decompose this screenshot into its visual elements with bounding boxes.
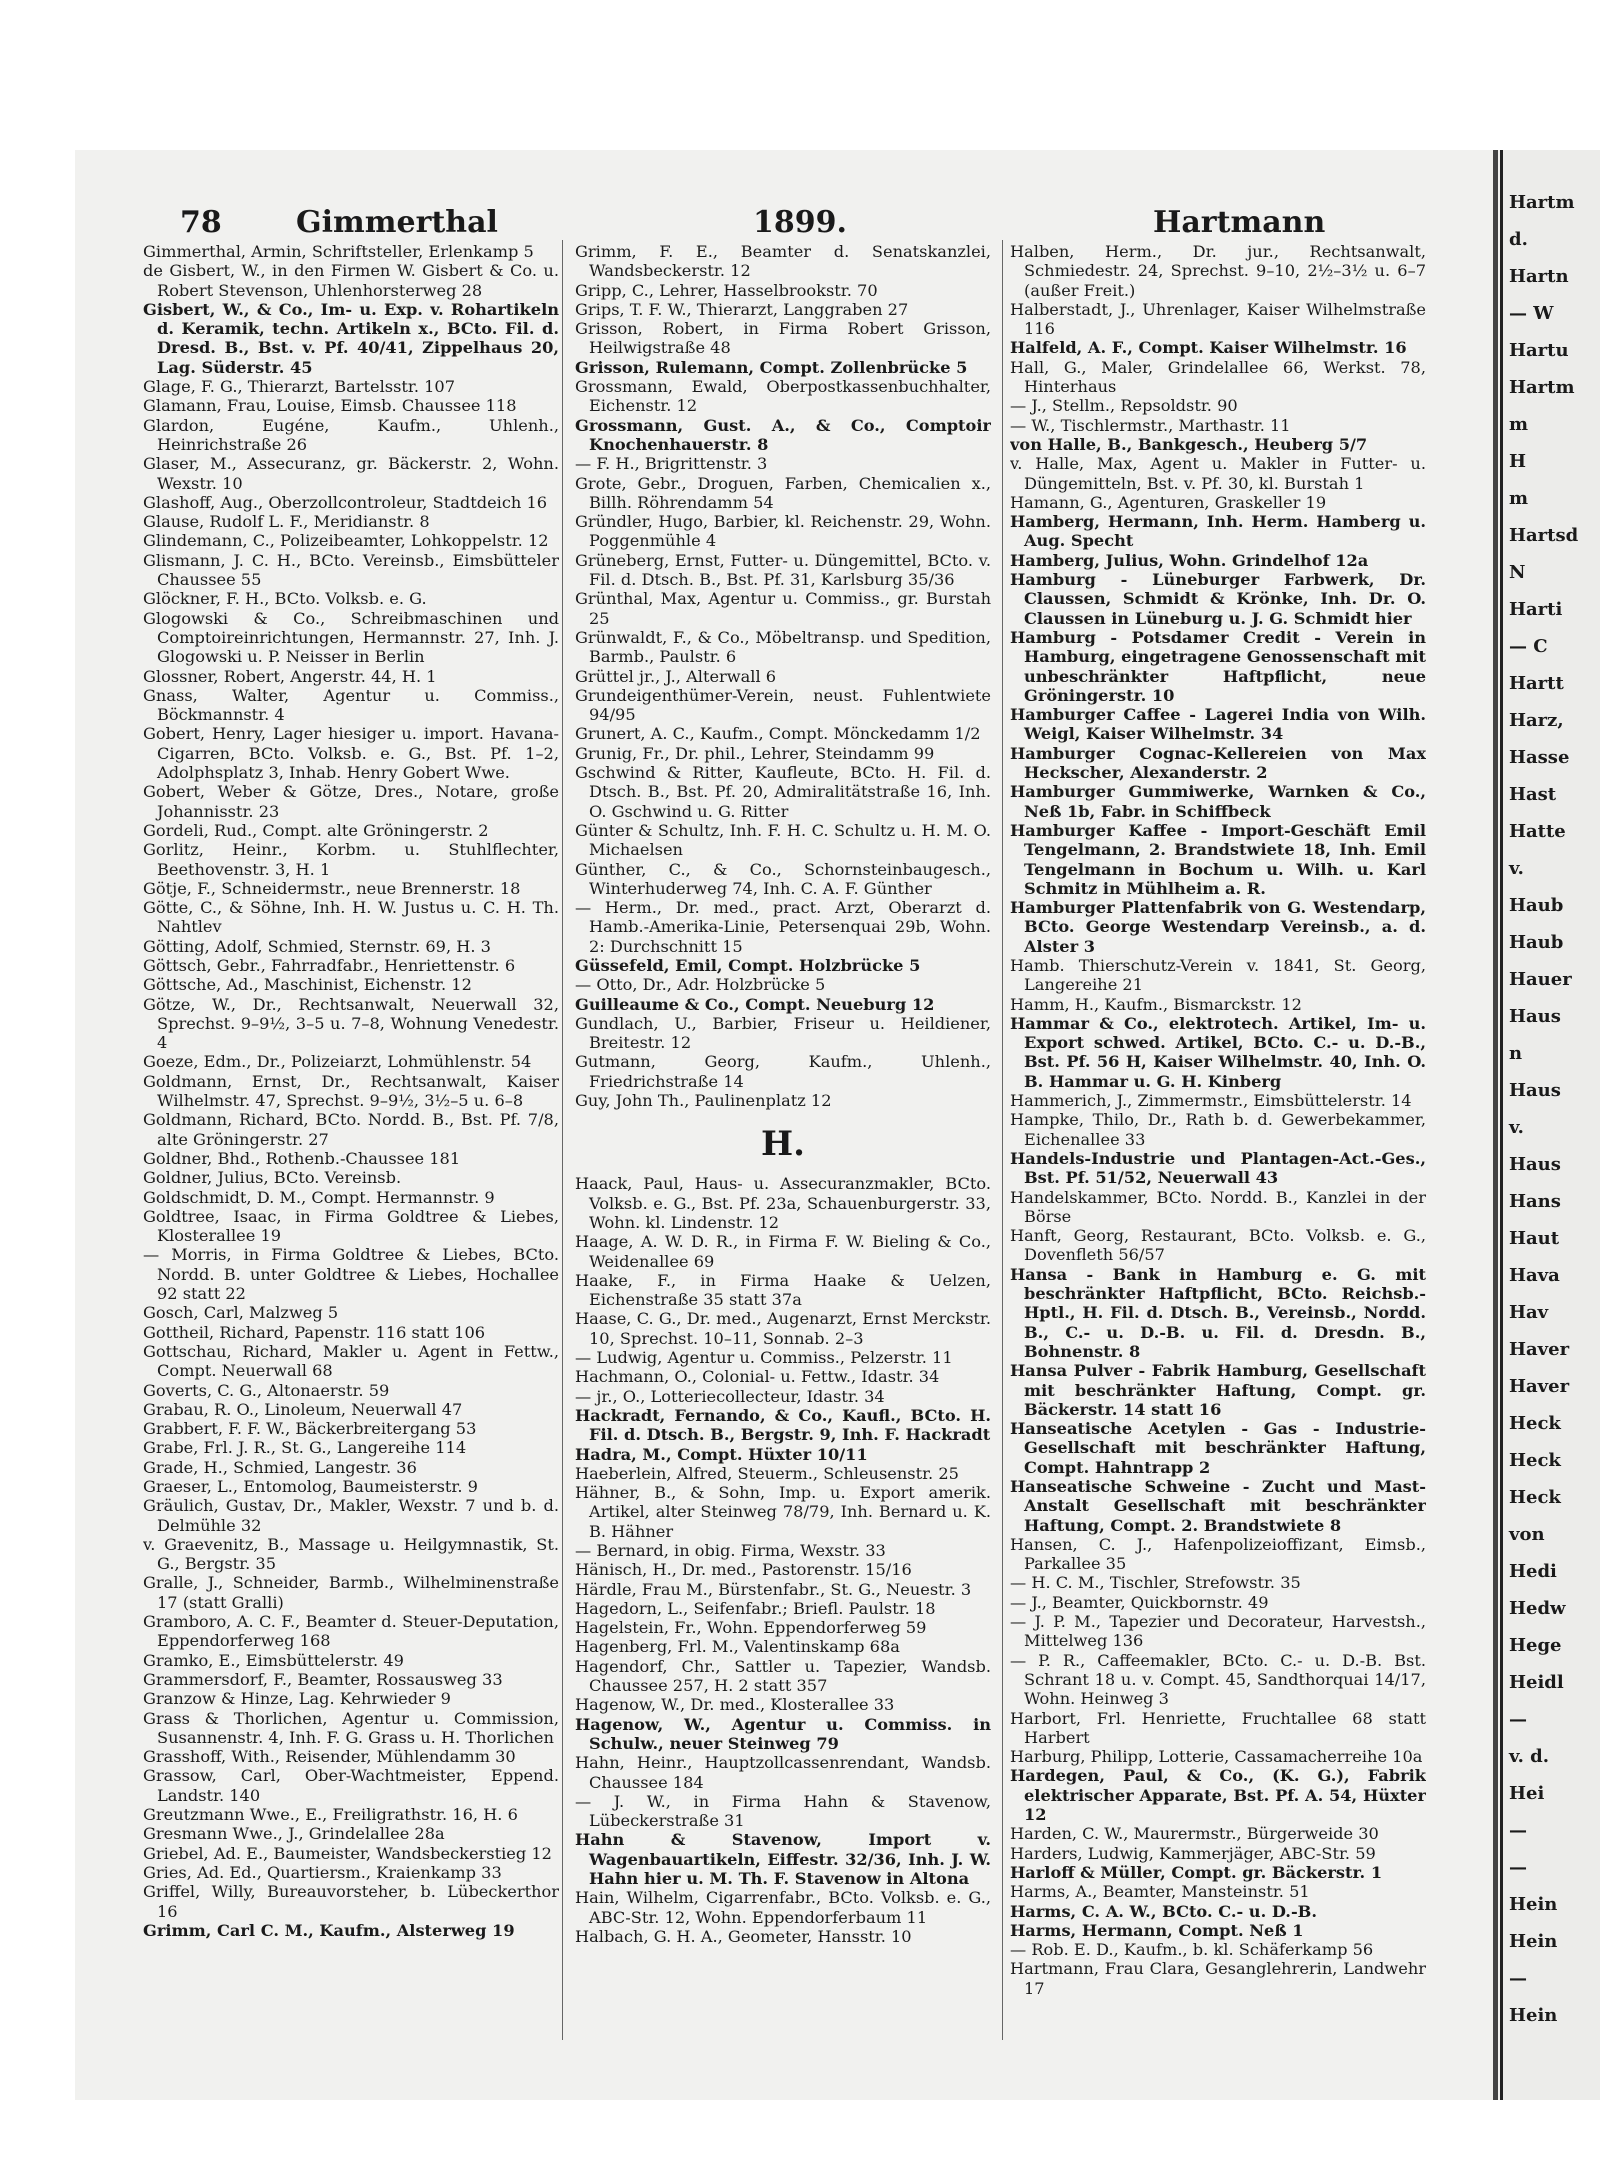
adjacent-page-fragment: Haus (1509, 1080, 1561, 1101)
directory-entry: Hadra, M., Compt. Hüxter 10/11 (575, 1444, 868, 1464)
adjacent-page-fragment: v. d. (1509, 1746, 1550, 1767)
directory-entry: Gräulich, Gustav, Dr., Makler, Wexstr. 7 und b. d. Delmühle 32 (143, 1496, 559, 1535)
directory-entry: Grammersdorf, F., Beamter, Rossausweg 33 (143, 1669, 503, 1689)
directory-entry: Glogowski & Co., Schreibmaschinen und Comptoireinrichtungen, Hermannstr. 27, Inh. J. Glogowski u. P. Neisser in Berlin (143, 608, 559, 667)
adjacent-page-fragment: — W (1509, 303, 1554, 324)
directory-entry: Grassow, Carl, Ober-Wachtmeister, Eppend. Landstr. 140 (143, 1766, 559, 1805)
directory-entry: Harloff & Müller, Compt. gr. Bäckerstr. 1 (1010, 1862, 1383, 1882)
directory-entry: Grünthal, Max, Agentur u. Commiss., gr. Burstah 25 (575, 589, 991, 628)
directory-entry: Hansa - Bank in Hamburg e. G. mit beschränkter Haftpflicht, BCto. Reichsb.-Hptl., H. Fil. d. Dtsch. B., Vereinsb., Nordd. B., C.- u. D.-B. u. Fil. d. Dresdn. B., Bohnenstr. 8 (1010, 1264, 1426, 1361)
directory-entry: Gisbert, W., & Co., Im- u. Exp. v. Rohartikeln d. Keramik, techn. Artikeln x., BCto. Fil. d. Dresd. B., Bst. v. Pf. 40/41, Zippelhaus 20, Lag. Süderstr. 45 (143, 299, 559, 377)
directory-entry: — J., Beamter, Quickbornstr. 49 (1010, 1592, 1269, 1612)
directory-entry: Gripp, C., Lehrer, Hasselbrookstr. 70 (575, 280, 878, 300)
directory-entry: Hähner, B., & Sohn, Imp. u. Export amerik. Artikel, alter Steinweg 78/79, Inh. Bernard u. K. B. Hähner (575, 1483, 991, 1541)
directory-entry: Hamburg - Potsdamer Credit - Verein in Hamburg, eingetragene Genossenschaft mit unbeschränkter Haftpflicht, neue Gröningerstr. 10 (1010, 627, 1426, 705)
directory-entry: Hammerich, J., Zimmermstr., Eimsbüttelerstr. 14 (1010, 1091, 1412, 1111)
directory-entry: Greutzmann Wwe., E., Freiligrathstr. 16, H. 6 (143, 1805, 518, 1825)
directory-entry: — Rob. E. D., Kaufm., b. kl. Schäferkamp 56 (1010, 1940, 1374, 1960)
directory-entry: Gresmann Wwe., J., Grindelallee 28a (143, 1824, 445, 1844)
directory-entry: Hamann, G., Agenturen, Graskeller 19 (1010, 492, 1327, 512)
directory-entry: Götting, Adolf, Schmied, Sternstr. 69, H. 3 (143, 936, 491, 956)
directory-entry: Götze, W., Dr., Rechtsanwalt, Neuerwall 32, Sprechst. 9–9½, 3–5 u. 7–8, Wohnung Venedestr. 4 (143, 994, 559, 1053)
directory-entry: Harden, C. W., Maurermstr., Bürgerweide 30 (1010, 1824, 1379, 1844)
directory-entry: Glossner, Robert, Angerstr. 44, H. 1 (143, 666, 437, 686)
directory-entry: Grabbert, F. F. W., Bäckerbreitergang 53 (143, 1419, 477, 1439)
directory-entry: Hamb. Thierschutz-Verein v. 1841, St. Georg, Langereihe 21 (1010, 955, 1426, 995)
directory-entry: Hahn & Stavenow, Import v. Wagenbauartikeln, Eiffestr. 32/36, Inh. J. W. Hahn hier u. M. Th. F. Stavenow in Altona (575, 1830, 991, 1889)
directory-entry: — jr., O., Lotteriecollecteur, Idastr. 34 (575, 1386, 885, 1406)
directory-entry: Grote, Gebr., Droguen, Farben, Chemicalien x., Billh. Röhrendamm 54 (575, 473, 991, 512)
directory-entry: Gundlach, U., Barbier, Friseur u. Heildiener, Breitestr. 12 (575, 1013, 991, 1053)
adjacent-page-fragment: Haver (1509, 1339, 1570, 1360)
adjacent-page-fragment: Hein (1509, 1931, 1558, 1952)
adjacent-page-fragment: — C (1509, 636, 1548, 657)
directory-entry: Gries, Ad. Ed., Quartiersm., Kraienkamp 33 (143, 1862, 502, 1882)
directory-entry: Haage, A. W. D. R., in Firma F. W. Bieling & Co., Weidenallee 69 (575, 1232, 991, 1271)
directory-entry: Griffel, Willy, Bureauvorsteher, b. Lübeckerthor 16 (143, 1882, 559, 1921)
directory-entry: Halberstadt, J., Uhrenlager, Kaiser Wilhelmstraße 116 (1010, 299, 1426, 339)
adjacent-page-fragment: d. (1509, 229, 1528, 250)
directory-entry: Gralle, J., Schneider, Barmb., Wilhelminenstraße 17 (statt Gralli) (143, 1573, 559, 1612)
directory-entry: Grabe, Frl. J. R., St. G., Langereihe 114 (143, 1438, 467, 1458)
directory-entry: Graeser, L., Entomolog, Baumeisterstr. 9 (143, 1477, 478, 1496)
directory-entry: Goldschmidt, D. M., Compt. Hermannstr. 9 (143, 1187, 495, 1207)
adjacent-page-fragment: Heidl (1509, 1672, 1564, 1693)
directory-entry: Güssefeld, Emil, Compt. Holzbrücke 5 (575, 955, 921, 975)
header-year: 1899. (753, 205, 847, 240)
directory-entry: Hamburger Gummiwerke, Warnken & Co., Neß 1b, Fabr. in Schiffbeck (1010, 782, 1426, 821)
directory-entry: Günter & Schultz, Inh. F. H. C. Schultz u. H. M. O. Michaelsen (575, 820, 991, 860)
section-letter: H. (761, 1124, 805, 1165)
directory-entry: Griebel, Ad. E., Baumeister, Wandsbeckerstieg 12 (143, 1843, 552, 1863)
directory-entry: v. Graevenitz, B., Massage u. Heilgymnastik, St. G., Bergstr. 35 (143, 1534, 559, 1574)
adjacent-page-fragment: Heck (1509, 1413, 1561, 1434)
directory-entry: Harbort, Frl. Henriette, Fruchtallee 68 statt Harbert (1010, 1708, 1426, 1747)
adjacent-page-fragment: Hartn (1509, 266, 1569, 287)
directory-entry: Hagenow, W., Dr. med., Klosterallee 33 (575, 1695, 895, 1715)
directory-entry: — Ludwig, Agentur u. Commiss., Pelzerstr. 11 (575, 1348, 953, 1368)
directory-entry: v. Halle, Max, Agent u. Makler in Futter- u. Düngemitteln, Bst. v. Pf. 30, kl. Burstah 1 (1010, 454, 1426, 493)
directory-entry: Gnass, Walter, Agentur u. Commiss., Böckmannstr. 4 (143, 685, 559, 725)
directory-entry: Grüneberg, Ernst, Futter- u. Düngemittel, BCto. v. Fil. d. Dtsch. B., Bst. Pf. 31, Karlsburg 35/36 (575, 550, 991, 590)
directory-entry: — J., Stellm., Repsoldstr. 90 (1010, 396, 1238, 416)
directory-entry: Grass & Thorlichen, Agentur u. Commission, Susannenstr. 4, Inh. F. G. Grass u. H. Thorlichen (143, 1708, 559, 1747)
adjacent-page-fragment: Haus (1509, 1154, 1561, 1175)
directory-entry: Grips, T. F. W., Thierarzt, Langgraben 27 (575, 299, 909, 319)
directory-entry: — P. R., Caffeemakler, BCto. C.- u. D.-B. Bst. Schrant 18 u. v. Compt. 45, Sandthorquai 14/17, Wohn. Heinweg 3 (1010, 1650, 1426, 1709)
directory-entry: Gramboro, A. C. F., Beamter d. Steuer-Deputation, Eppendorferweg 168 (143, 1612, 559, 1651)
directory-entry: Gimmerthal, Armin, Schriftsteller, Erlenkamp 5 (143, 242, 534, 261)
directory-entry: Glashoff, Aug., Oberzollcontroleur, Stadtdeich 16 (143, 492, 548, 512)
directory-entry: Hamburger Caffee - Lagerei India von Wilh. Weigl, Kaiser Wilhelmstr. 34 (1010, 705, 1426, 744)
directory-entry: — Morris, in Firma Goldtree & Liebes, BCto. Nordd. B. unter Goldtree & Liebes, Hochallee 92 statt 22 (143, 1245, 559, 1304)
adjacent-page-fragment: Hava (1509, 1265, 1560, 1286)
directory-entry: Goldmann, Richard, BCto. Nordd. B., Bst. Pf. 7/8, alte Gröningerstr. 27 (143, 1110, 559, 1149)
directory-entry: Hanseatische Acetylen - Gas - Industrie-Gesellschaft mit beschränkter Haftung, Compt. Hahntrapp 2 (1010, 1419, 1426, 1477)
directory-entry: Handels-Industrie und Plantagen-Act.-Ges., Bst. Pf. 51/52, Neuerwall 43 (1010, 1148, 1426, 1188)
adjacent-page-fragment: Harz, (1509, 710, 1564, 731)
directory-entry: Goverts, C. G., Altonaerstr. 59 (143, 1380, 390, 1400)
directory-entry: Halben, Herm., Dr. jur., Rechtsanwalt, Schmiedestr. 24, Sprechst. 9–10, 2½–3½ u. 6–7 (außer Freit.) (1010, 242, 1426, 300)
adjacent-page-fragment: v. (1509, 858, 1524, 879)
directory-entry: Grundeigenthümer-Verein, neust. Fuhlentwiete 94/95 (575, 685, 991, 725)
directory-entry: Hanseatische Schweine - Zucht und Mast-Anstalt Gesellschaft mit beschränkter Haftung, Compt. 2. Brandstwiete 8 (1010, 1477, 1426, 1535)
directory-entry: Grünwaldt, F., & Co., Möbeltransp. und Spedition, Barmb., Paulstr. 6 (575, 627, 991, 667)
directory-entry: Hammar & Co., elektrotech. Artikel, Im- u. Export schwed. Artikel, BCto. C.- u. D.-B., Bst. Pf. 56 H, Kaiser Wilhelmstr. 40, Inh. O. B. Hammar u. G. H. Kinberg (1010, 1013, 1426, 1091)
adjacent-page-fragment: Hei (1509, 1783, 1545, 1804)
page-number: 78 (180, 205, 222, 240)
directory-entry: Grunert, A. C., Kaufm., Compt. Mönckedamm 1/2 (575, 724, 981, 744)
directory-entry: Hampke, Thilo, Dr., Rath b. d. Gewerbekammer, Eichenallee 33 (1010, 1110, 1426, 1149)
directory-entry: Grisson, Rulemann, Compt. Zollenbrücke 5 (575, 357, 968, 377)
directory-entry: Grimm, Carl C. M., Kaufm., Alsterweg 19 (143, 1920, 515, 1940)
header-left-word: Gimmerthal (296, 205, 498, 240)
directory-entry: Haack, Paul, Haus- u. Assecuranzmakler, BCto. Volksb. e. G., Bst. Pf. 23a, Schauenburgerstr. 33, Wohn. kl. Lindenstr. 12 (575, 1174, 991, 1232)
directory-entry: Halbach, G. H. A., Geometer, Hansstr. 10 (575, 1926, 912, 1946)
directory-entry: Hamburger Plattenfabrik von G. Westendarp, BCto. George Westendarp Vereinsb., a. d. Alster 3 (1010, 898, 1426, 956)
adjacent-page-fragment: Hauer (1509, 969, 1572, 990)
adjacent-page-fragment: — (1509, 1968, 1527, 1989)
adjacent-page-fragment: — (1509, 1857, 1527, 1878)
directory-entry: — Otto, Dr., Adr. Holzbrücke 5 (575, 975, 826, 995)
directory-entry: — J. W., in Firma Hahn & Stavenow, Lübeckerstraße 31 (575, 1791, 991, 1831)
directory-entry: Hagenberg, Frl. M., Valentinskamp 68a (575, 1637, 900, 1657)
directory-entry: von Halle, B., Bankgesch., Heuberg 5/7 (1010, 434, 1368, 454)
directory-entry: Gosch, Carl, Malzweg 5 (143, 1303, 339, 1323)
directory-entry: Gutmann, Georg, Kaufm., Uhlenh., Friedrichstraße 14 (575, 1052, 991, 1091)
directory-entry: Guy, John Th., Paulinenplatz 12 (575, 1091, 832, 1111)
directory-entry: Grade, H., Schmied, Langestr. 36 (143, 1457, 417, 1477)
directory-entry: Goldtree, Isaac, in Firma Goldtree & Liebes, Klosterallee 19 (143, 1206, 559, 1246)
directory-entry: Göttsche, Ad., Maschinist, Eichenstr. 12 (143, 975, 472, 995)
adjacent-page-fragment: Haver (1509, 1376, 1570, 1397)
directory-entry: Härdle, Frau M., Bürstenfabr., St. G., Neuestr. 3 (575, 1579, 972, 1599)
directory-entry: Gramko, E., Eimsbüttelerstr. 49 (143, 1650, 404, 1670)
adjacent-page-fragment: Hav (1509, 1302, 1549, 1323)
scan-margin (0, 0, 75, 2177)
directory-entry: Glaser, M., Assecuranz, gr. Bäckerstr. 2, Wohn. Wexstr. 10 (143, 454, 559, 493)
directory-entry: Hackradt, Fernando, & Co., Kaufl., BCto. H. Fil. d. Dtsch. B., Bergstr. 9, Inh. F. Hackradt (575, 1405, 991, 1445)
adjacent-page-fragment: — (1509, 1709, 1527, 1730)
directory-entry: Hamberg, Julius, Wohn. Grindelhof 12a (1010, 550, 1369, 570)
adjacent-page-fragment: Haub (1509, 932, 1564, 953)
directory-entry: Hachmann, O., Colonial- u. Fettw., Idastr. 34 (575, 1367, 940, 1387)
directory-entry: Goldmann, Ernst, Dr., Rechtsanwalt, Kaiser Wilhelmstr. 47, Sprechst. 9–9½, 3½–5 u. 6–8 (143, 1071, 559, 1111)
directory-entry: Hall, G., Maler, Grindelallee 66, Werkst. 78, Hinterhaus (1010, 357, 1426, 397)
directory-entry: — H. C. M., Tischler, Strefowstr. 35 (1010, 1573, 1301, 1593)
directory-entry: Haase, C. G., Dr. med., Augenarzt, Ernst Merckstr. 10, Sprechst. 10–11, Sonnab. 2–3 (575, 1309, 991, 1348)
adjacent-page-fragment: m (1509, 414, 1529, 435)
directory-entry: Hagenow, W., Agentur u. Commiss. in Schulw., neuer Steinweg 79 (575, 1714, 991, 1753)
directory-entry: Göttsch, Gebr., Fahrradfabr., Henriettenstr. 6 (143, 955, 516, 975)
directory-entry: Harms, C. A. W., BCto. C.- u. D.-B. (1010, 1901, 1317, 1921)
directory-entry: Grüttel jr., J., Alterwall 6 (575, 666, 777, 686)
adjacent-page-strip (1500, 150, 1600, 2100)
directory-entry: Glismann, J. C. H., BCto. Vereinsb., Eimsbütteler Chaussee 55 (143, 550, 559, 590)
adjacent-page-fragment: n (1509, 1043, 1523, 1064)
directory-entry: Gottheil, Richard, Papenstr. 116 statt 106 (143, 1322, 486, 1342)
directory-entry: Gottschau, Richard, Makler u. Agent in Fettw., Compt. Neuerwall 68 (143, 1341, 559, 1381)
adjacent-page-fragment: Heck (1509, 1450, 1561, 1471)
adjacent-page-fragment: Hein (1509, 1894, 1558, 1915)
directory-entry: Hansa Pulver - Fabrik Hamburg, Gesellschaft mit beschränkter Haftung, Compt. gr. Bäckerstr. 14 statt 16 (1010, 1361, 1426, 1419)
directory-entry: Harders, Ludwig, Kammerjäger, ABC-Str. 59 (1010, 1843, 1376, 1863)
adjacent-page-fragment: Hartt (1509, 673, 1564, 694)
header-right-word: Hartmann (1153, 205, 1326, 240)
directory-entry: Halfeld, A. F., Compt. Kaiser Wilhelmstr. 16 (1010, 338, 1407, 358)
directory-entry: Hamburg - Lüneburger Farbwerk, Dr. Claussen, Schmidt & Krönke, Inh. Dr. O. Claussen in Lüneburg u. J. G. Schmidt hier (1010, 570, 1426, 628)
adjacent-page-fragment: Hast (1509, 784, 1557, 805)
directory-entry: — W., Tischlermstr., Marthastr. 11 (1010, 415, 1291, 435)
directory-entry: Goldner, Bhd., Rothenb.-Chaussee 181 (143, 1148, 461, 1168)
directory-entry: Goldner, Julius, BCto. Vereinsb. (143, 1168, 402, 1188)
adjacent-page-fragment: Hasse (1509, 747, 1570, 768)
adjacent-page-fragment: Haub (1509, 895, 1564, 916)
adjacent-page-fragment: Hartu (1509, 340, 1569, 361)
directory-entry: — Bernard, in obig. Firma, Wexstr. 33 (575, 1541, 886, 1560)
adjacent-page-fragment: Hein (1509, 2005, 1558, 2026)
directory-entry: Glause, Rudolf L. F., Meridianstr. 8 (143, 512, 430, 532)
directory-entry: Hain, Wilhelm, Cigarrenfabr., BCto. Volksb. e. G., ABC-Str. 12, Wohn. Eppendorferbaum 11 (575, 1888, 991, 1927)
adjacent-page-fragment: Hege (1509, 1635, 1562, 1656)
directory-entry: — J. P. M., Tapezier und Decorateur, Harvestsh., Mittelweg 136 (1010, 1612, 1426, 1651)
directory-entry: Gorlitz, Heinr., Korbm. u. Stuhlflechter, Beethovenstr. 3, H. 1 (143, 840, 559, 879)
directory-entry: — Herm., Dr. med., pract. Arzt, Oberarzt d. Hamb.-Amerika-Linie, Petersenquai 29b, Wohn. 2: Durchschnitt 15 (575, 898, 991, 956)
directory-entry: Haeberlein, Alfred, Steuerm., Schleusenstr. 25 (575, 1463, 959, 1483)
directory-entry: Harms, A., Beamter, Mansteinstr. 51 (1010, 1882, 1310, 1902)
directory-entry: Grunig, Fr., Dr. phil., Lehrer, Steindamm 99 (575, 743, 935, 763)
column-middle (575, 242, 991, 2042)
directory-entry: Grossmann, Gust. A., & Co., Comptoir Knochenhauerstr. 8 (575, 415, 991, 454)
directory-entry: Glage, F. G., Thierarzt, Bartelsstr. 107 (143, 377, 456, 397)
directory-entry: Glardon, Eugéne, Kaufm., Uhlenh., Heinrichstraße 26 (143, 415, 559, 454)
directory-entry: de Gisbert, W., in den Firmen W. Gisbert & Co. u. Robert Stevenson, Uhlenhorsterweg 28 (143, 261, 559, 300)
adjacent-page-fragment: Haut (1509, 1228, 1560, 1249)
adjacent-page-fragment: Hedw (1509, 1598, 1566, 1619)
directory-entry: Hänisch, H., Dr. med., Pastorenstr. 15/16 (575, 1560, 912, 1580)
directory-entry: Grossmann, Ewald, Oberpostkassenbuchhalter, Eichenstr. 12 (575, 377, 991, 416)
directory-entry: Glamann, Frau, Louise, Eimsb. Chaussee 118 (143, 396, 517, 416)
directory-entry: Hansen, C. J., Hafenpolizeioffizant, Eimsb., Parkallee 35 (1010, 1534, 1426, 1574)
directory-entry: — F. H., Brigrittenstr. 3 (575, 454, 768, 474)
column-left (143, 242, 559, 2042)
directory-entry: Hamburger Kaffee - Import-Geschäft Emil Tengelmann, 2. Brandstwiete 18, Inh. Emil Tengelmann in Bochum u. Wilh. u. Karl Schmitz in Mühlheim a. R. (1010, 820, 1426, 898)
directory-entry: Grabau, R. O., Linoleum, Neuerwall 47 (143, 1399, 463, 1419)
directory-entry: Hardegen, Paul, & Co., (K. G.), Fabrik elektrischer Apparate, Bst. Pf. A. 54, Hüxter 12 (1010, 1766, 1426, 1825)
adjacent-page-fragment: — (1509, 1820, 1527, 1841)
directory-entry: Haake, F., in Firma Haake & Uelzen, Eichenstraße 35 statt 37a (575, 1270, 991, 1310)
directory-entry: Grimm, F. E., Beamter d. Senatskanzlei, Wandsbeckerstr. 12 (575, 242, 991, 281)
adjacent-page-fragment: H (1509, 451, 1527, 472)
directory-entry: Hamburger Cognac-Kellereien von Max Heckscher, Alexanderstr. 2 (1010, 743, 1426, 783)
adjacent-page-fragment: Hedi (1509, 1561, 1557, 1582)
adjacent-page-fragment: von (1509, 1524, 1545, 1545)
directory-entry: Hartmann, Frau Clara, Gesanglehrerin, Landwehr 17 (1010, 1959, 1426, 1998)
book-spine (1493, 150, 1498, 2100)
directory-entry: Harburg, Philipp, Lotterie, Cassamacherreihe 10a (1010, 1747, 1423, 1767)
directory-entry: Hahn, Heinr., Hauptzollcassenrendant, Wandsb. Chaussee 184 (575, 1753, 991, 1792)
directory-entry: Günther, C., & Co., Schornsteinbaugesch., Winterhuderweg 74, Inh. C. A. F. Günther (575, 859, 991, 898)
column-rule (1002, 240, 1003, 2040)
directory-entry: Granzow & Hinze, Lag. Kehrwieder 9 (143, 1689, 451, 1709)
directory-entry: Grasshoff, With., Reisender, Mühlendamm 30 (143, 1747, 516, 1767)
adjacent-page-fragment: Hartsd (1509, 525, 1579, 546)
directory-entry: Gründler, Hugo, Barbier, kl. Reichenstr. 29, Wohn. Poggenmühle 4 (575, 512, 991, 551)
directory-entry: Götte, C., & Söhne, Inh. H. W. Justus u. C. H. Th. Nahtlev (143, 898, 559, 937)
adjacent-page-fragment: m (1509, 488, 1529, 509)
directory-entry: Handelskammer, BCto. Nordd. B., Kanzlei in der Börse (1010, 1187, 1426, 1226)
directory-entry: Goeze, Edm., Dr., Polizeiarzt, Lohmühlenstr. 54 (143, 1052, 532, 1072)
directory-entry: Gschwind & Ritter, Kaufleute, BCto. H. Fil. d. Dtsch. B., Bst. Pf. 20, Admiralitätstraße 16, Inh. O. Gschwind u. G. Ritter (575, 763, 991, 821)
directory-entry: Hagelstein, Fr., Wohn. Eppendorferweg 59 (575, 1618, 927, 1638)
adjacent-page-fragment: v. (1509, 1117, 1524, 1138)
directory-entry: Hanft, Georg, Restaurant, BCto. Volksb. e. G., Dovenfleth 56/57 (1010, 1226, 1426, 1265)
directory-entry: Götje, F., Schneidermstr., neue Brennerstr. 18 (143, 878, 521, 898)
directory-entry: Gobert, Weber & Götze, Dres., Notare, große Johannisstr. 23 (143, 782, 559, 821)
directory-entry: Hamm, H., Kaufm., Bismarckstr. 12 (1010, 994, 1302, 1014)
directory-entry: Glindemann, C., Polizeibeamter, Lohkoppelstr. 12 (143, 531, 549, 551)
adjacent-page-fragment: Hatte (1509, 821, 1566, 842)
directory-entry: Gobert, Henry, Lager hiesiger u. import. Havana-Cigarren, BCto. Volksb. e. G., Bst. Pf. 1–2, Adolphsplatz 3, Inhab. Henry Gobert Wwe. (143, 724, 559, 783)
adjacent-page-fragment: Heck (1509, 1487, 1561, 1508)
directory-entry: Hagendorf, Chr., Sattler u. Tapezier, Wandsb. Chaussee 257, H. 2 statt 357 (575, 1656, 991, 1696)
directory-entry: Gordeli, Rud., Compt. alte Gröningerstr. 2 (143, 820, 489, 840)
directory-entry: Guilleaume & Co., Compt. Neueburg 12 (575, 994, 935, 1014)
directory-entry: Hamberg, Hermann, Inh. Herm. Hamberg u. Aug. Specht (1010, 512, 1426, 551)
directory-entry: Hagedorn, L., Seifenfabr.; Briefl. Paulstr. 18 (575, 1598, 936, 1618)
adjacent-page-fragment: Harti (1509, 599, 1563, 620)
directory-entry: Glöckner, F. H., BCto. Volksb. e. G. (143, 589, 427, 609)
adjacent-page-fragment: Hans (1509, 1191, 1561, 1212)
column-rule (562, 240, 563, 2040)
adjacent-page-fragment: Haus (1509, 1006, 1561, 1027)
directory-entry: Harms, Hermann, Compt. Neß 1 (1010, 1920, 1304, 1940)
adjacent-page-fragment: N (1509, 562, 1526, 583)
adjacent-page-fragment: Hartm (1509, 192, 1575, 213)
directory-entry: Grisson, Robert, in Firma Robert Grisson, Heilwigstraße 48 (575, 319, 991, 358)
column-right (1010, 242, 1426, 2042)
adjacent-page-fragment: Hartm (1509, 377, 1575, 398)
